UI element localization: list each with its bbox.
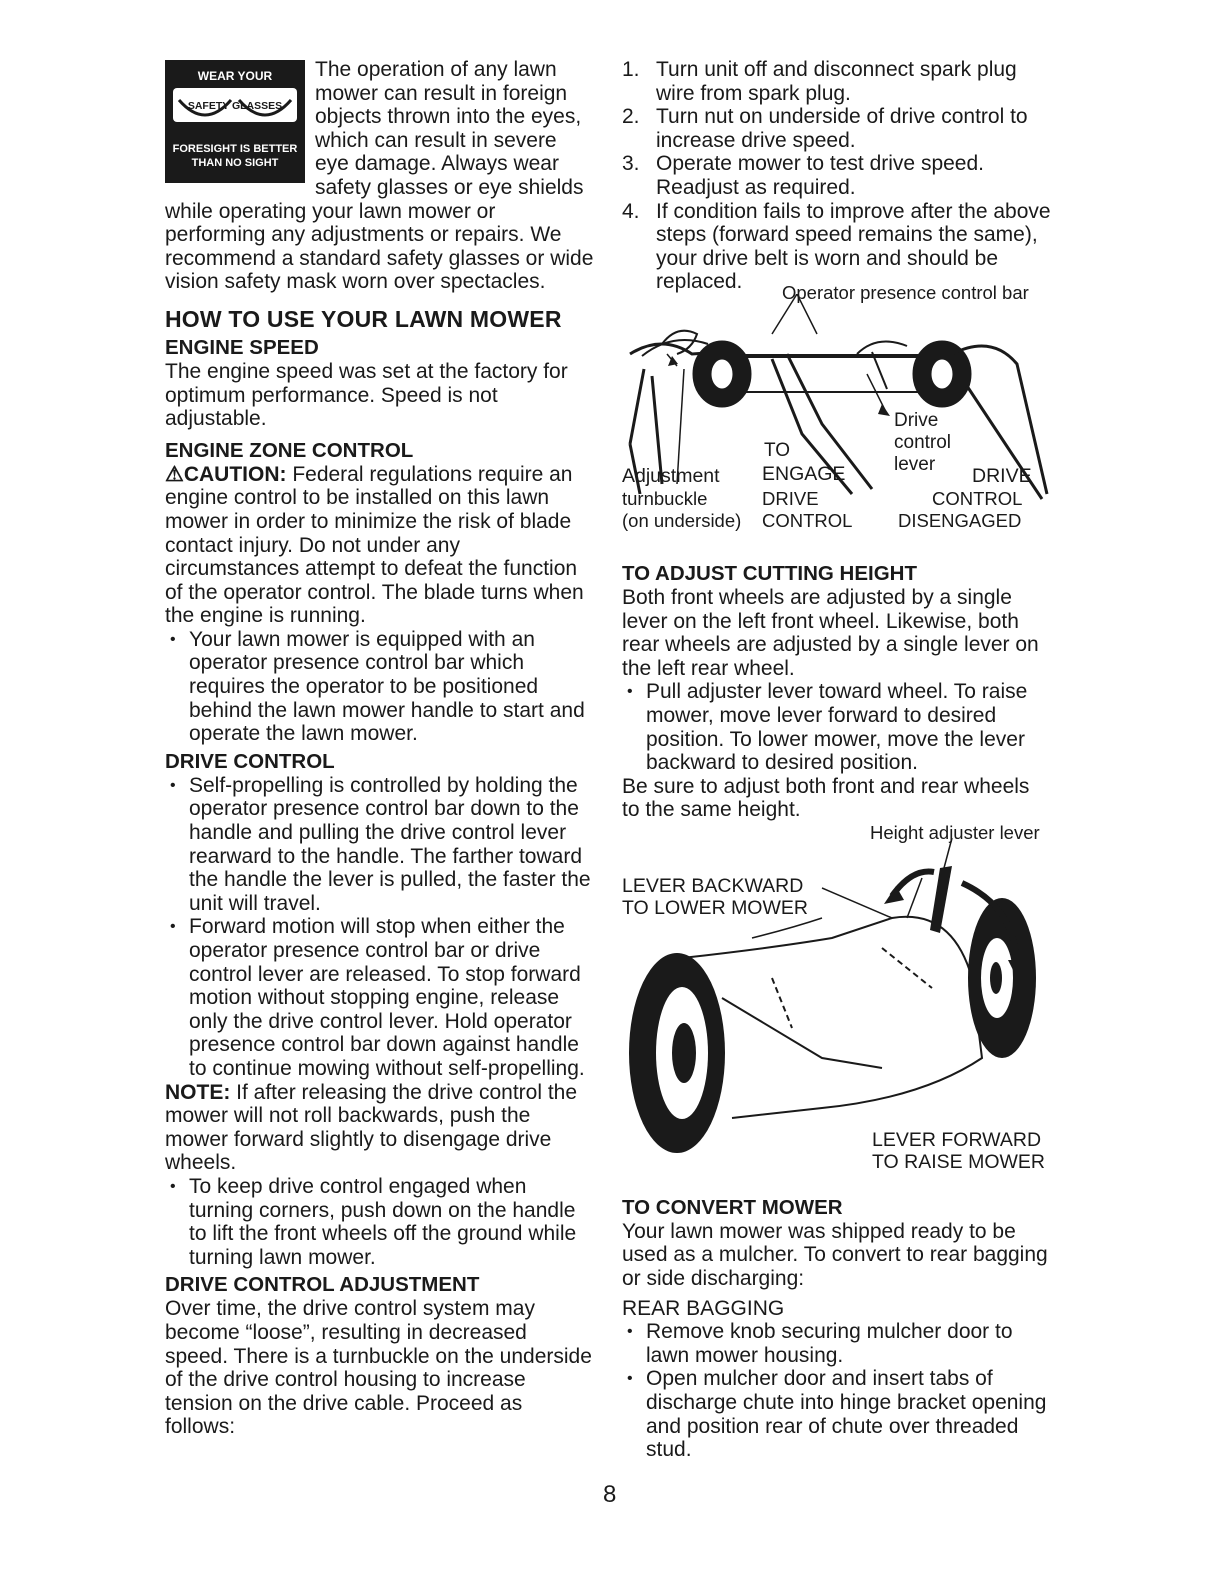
convert-heading: TO CONVERT MOWER [622, 1195, 843, 1219]
drive-label-2: control [894, 431, 952, 453]
lever-forward-label-1: LEVER FORWARD [872, 1128, 1042, 1151]
caution-icon: ⚠ [165, 462, 184, 486]
cutting-height-heading: TO ADJUST CUTTING HEIGHT [622, 561, 917, 585]
step-item: 3. Operate mower to test drive speed. Readjust as required. [622, 152, 1052, 199]
convert-bullets [622, 1320, 1052, 1462]
section-title: HOW TO USE YOUR LAWN MOWER [165, 305, 562, 332]
right-column [622, 58, 1052, 1462]
intro-paragraph: The operation of any lawn mower can result in foreign objects thrown into the eyes, which can result in severe eye damage. Always wear safety glasses or eye shields while operating your lawn mower or performing any adjustments or repairs. We recommend a standard safety glasses or wide vision safety mask worn over spectacles. [165, 58, 594, 294]
step-item: 4. If condition fails to improve after the above steps (forward speed remains the same), your drive belt is worn and should be replaced. [622, 200, 1052, 294]
engine-zone-heading: ENGINE ZONE CONTROL [165, 438, 414, 462]
opc-label: Operator presence control bar [782, 281, 1029, 303]
cutting-height-bullets [622, 680, 1052, 774]
adjustment-label-3: (on underside) [622, 509, 742, 531]
rear-bagging-subheading: REAR BAGGING [622, 1296, 785, 1320]
drive-label-1: Drive [894, 409, 939, 431]
adjustment-label-1: Adjustment [622, 464, 720, 487]
caution-paragraph [165, 463, 595, 628]
to-label: TO [764, 439, 791, 461]
caution-text: Federal regulations require an engine control to be installed on this lawn mower in order to minimize the risk of blade contact injury. Do not under any circumstances attempt to defeat the function of the operator control. The blade turns when the engine is running. [165, 462, 584, 628]
disengage-label-1: DRIVE [972, 464, 1032, 487]
list-item: • Your lawn mower is equipped with an operator presence control bar which requires the operator to be positioned behind the lawn mower handle to start and operate the lawn mower. [165, 628, 595, 746]
list-item: • Self-propelling is controlled by holding the operator presence control bar down to the handle and pulling the drive control lever rearward to the handle. The farther toward the handle the lever is pulled, the faster the unit will travel. [165, 774, 595, 916]
lever-forward-label-2: TO RAISE MOWER [872, 1150, 1045, 1173]
engine-speed-heading: ENGINE SPEED [165, 335, 319, 359]
note-text: If after releasing the drive control the mower will not roll backwards, push the mower forward slightly to disengage drive wheels. [165, 1080, 578, 1175]
badge-line1: WEAR YOUR [197, 69, 273, 83]
badge-line3: FORESIGHT IS BETTER [172, 143, 298, 155]
convert-body: Your lawn mower was shipped ready to be used as a mulcher. To convert to rear bagging or side discharging: [622, 1219, 1048, 1291]
cutting-height-after: Be sure to adjust both front and rear wheels to the same height. [622, 774, 1030, 822]
page-number: 8 [603, 1481, 617, 1508]
drive-adjust-body: Over time, the drive control system may become “loose”, resulting in decreased speed. There is a turnbuckle on the underside of the drive control housing to increase tension on the drive cable. Proceed as follows: [165, 1297, 592, 1439]
left-column [165, 58, 595, 1439]
lever-backward-label-2: TO LOWER MOWER [622, 896, 808, 919]
engage-label-2: DRIVE [762, 487, 819, 509]
disengage-label-2: CONTROL [932, 487, 1023, 509]
drive-label-3: lever [894, 453, 936, 475]
drive-adjust-heading: DRIVE CONTROL ADJUSTMENT [165, 1273, 480, 1297]
list-item: • Pull adjuster lever toward wheel. To raise mower, move lever forward to desired position. To lower mower, move the lever backward to desired position. [622, 680, 1052, 774]
step-item: 2. Turn nut on underside of drive control to increase drive speed. [622, 105, 1052, 152]
caution-label: CAUTION: [183, 462, 287, 486]
drive-control-heading: DRIVE CONTROL [165, 749, 335, 773]
engine-zone-bullets [165, 628, 595, 746]
height-adjuster-figure [622, 821, 1052, 1190]
note-label: NOTE: [165, 1080, 231, 1104]
list-item: • Remove knob securing mulcher door to lawn mower housing. [622, 1320, 1052, 1367]
cutting-height-body: Both front wheels are adjusted by a single lever on the left front wheel. Likewise, both rear wheels are adjusted by a single lever on the left rear wheel. [622, 585, 1039, 680]
lever-backward-label-1: LEVER BACKWARD [622, 874, 804, 897]
badge-line4: THAN NO SIGHT [191, 157, 279, 169]
safety-glasses-badge [165, 60, 305, 183]
engage-label-1: ENGAGE [762, 462, 846, 485]
badge-line2: SAFETY GLASSES [187, 100, 283, 112]
drive-control-bullets [165, 774, 595, 1081]
list-item: • Forward motion will stop when either the operator presence control bar or drive control lever are released. To stop forward motion without stopping engine, release only the drive control lever. Hold operator presence control bar down against handle to continue mowing without self-propelling. [165, 915, 595, 1080]
step-item: 1. Turn unit off and disconnect spark plug wire from spark plug. [622, 58, 1052, 105]
engage-label-3: CONTROL [762, 509, 853, 531]
adjustment-label-2: turnbuckle [622, 487, 708, 509]
drive-control-figure [622, 281, 1052, 552]
list-item: • To keep drive control engaged when turning corners, push down on the handle to lift the front wheels off the ground while turning lawn mower. [165, 1175, 595, 1269]
engine-speed-body: The engine speed was set at the factory for optimum performance. Speed is not adjustable. [165, 359, 568, 431]
note-paragraph [165, 1081, 595, 1175]
drive-control-bullets-2 [165, 1175, 595, 1269]
height-adjuster-label: Height adjuster lever [870, 821, 1040, 843]
list-item: • Open mulcher door and insert tabs of discharge chute into hinge bracket opening and position rear of chute over threaded stud. [622, 1367, 1052, 1461]
disengage-label-3: DISENGAGED [898, 509, 1022, 531]
adjust-steps [622, 58, 1052, 294]
